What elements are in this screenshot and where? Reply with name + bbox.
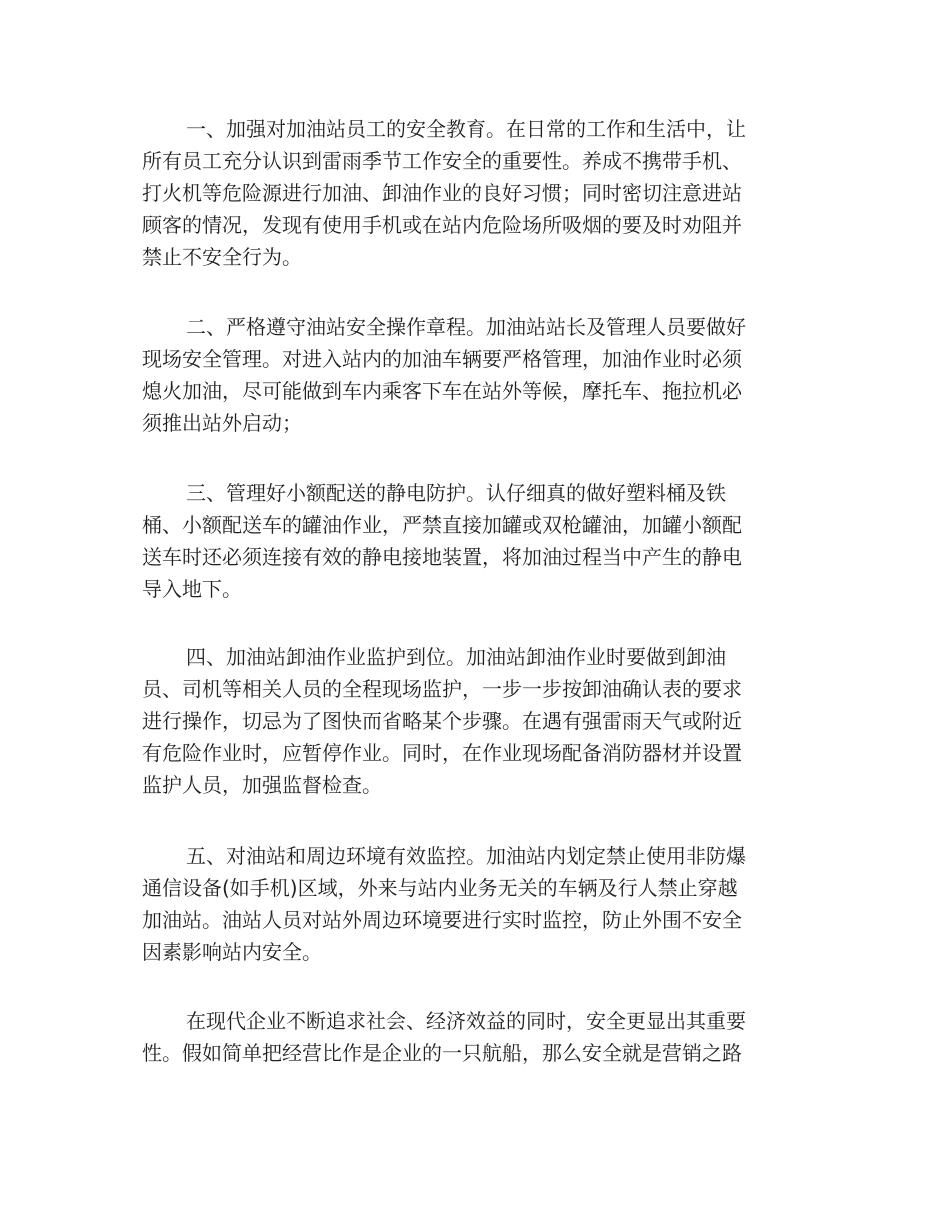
text-line: 有危险作业时，应暂停作业。同时，在作业现场配备消防器材并设置	[142, 741, 742, 765]
paragraph-static-protection	[142, 477, 802, 605]
text-line: 五、对油站和周边环境有效监控。加油站内划定禁止使用非防爆	[186, 844, 746, 868]
text-line: 送车时还必须连接有效的静电接地装置，将加油过程当中产生的静电	[142, 545, 742, 569]
text-line: 三、管理好小额配送的静电防护。认仔细真的做好塑料桶及铁	[186, 481, 726, 505]
text-line: 所有员工充分认识到雷雨季节工作安全的重要性。养成不携带手机、	[142, 149, 742, 173]
paragraph-environment-monitoring	[142, 840, 802, 968]
text-line: 须推出站外启动；	[142, 411, 302, 435]
paragraph-conclusion	[142, 1005, 802, 1069]
text-line: 顾客的情况，发现有使用手机或在站内危险场所吸烟的要及时劝阻并	[142, 213, 742, 237]
text-line: 打火机等危险源进行加油、卸油作业的良好习惯；同时密切注意进站	[142, 181, 742, 205]
text-line: 因素影响站内安全。	[142, 940, 322, 964]
text-line: 四、加油站卸油作业监护到位。加油站卸油作业时要做到卸油	[186, 645, 726, 669]
text-line: 二、严格遵守油站安全操作章程。加油站站长及管理人员要做好	[186, 315, 746, 339]
text-line: 熄火加油，尽可能做到车内乘客下车在站外等候，摩托车、拖拉机必	[142, 379, 742, 403]
text-line: 通信设备(如手机)区域，外来与站内业务无关的车辆及行人禁止穿越	[142, 876, 738, 900]
text-line: 性。假如简单把经营比作是企业的一只航船，那么安全就是营销之路	[142, 1041, 742, 1065]
text-line: 加油站。油站人员对站外周边环境要进行实时监控，防止外围不安全	[142, 908, 742, 932]
text-line: 导入地下。	[142, 577, 242, 601]
text-line: 进行操作，切忌为了图快而省略某个步骤。在遇有强雷雨天气或附近	[142, 709, 742, 733]
text-line: 桶、小额配送车的罐油作业，严禁直接加罐或双枪罐油，加罐小额配	[142, 513, 742, 537]
text-line: 员、司机等相关人员的全程现场监护，一步一步按卸油确认表的要求	[142, 677, 742, 701]
text-line: 现场安全管理。对进入站内的加油车辆要严格管理，加油作业时必须	[142, 347, 742, 371]
text-line: 监护人员，加强监督检查。	[142, 773, 382, 797]
paragraph-unloading-supervision	[142, 641, 802, 801]
paragraph-operating-rules	[142, 311, 802, 439]
paragraph-safety-education	[142, 113, 802, 273]
text-line: 一、加强对加油站员工的安全教育。在日常的工作和生活中，让	[186, 117, 746, 141]
text-line: 禁止不安全行为。	[142, 245, 302, 269]
text-line: 在现代企业不断追求社会、经济效益的同时，安全更显出其重要	[186, 1009, 746, 1033]
